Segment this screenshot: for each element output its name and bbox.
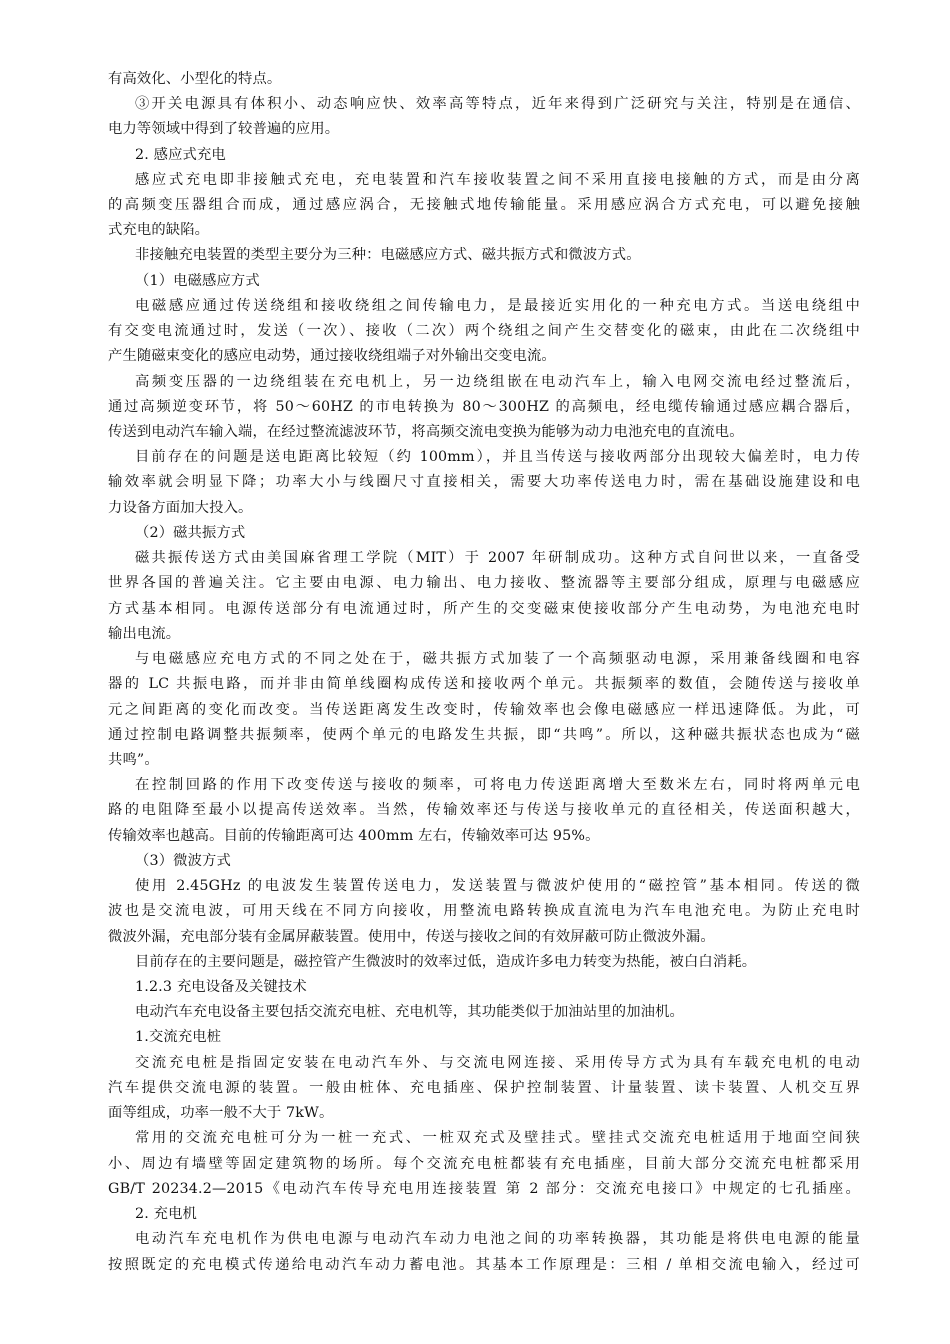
text-line: 按照既定的充电模式传递给电动汽车动力蓄电池。其基本工作原理是：三相 / 单相交流电输入，经过可	[108, 1257, 860, 1273]
text-line: 目前存在的主要问题是，磁控管产生微波时的效率过低，造成许多电力转变为热能，被白白消耗。	[135, 954, 757, 970]
text-line: 与电磁感应充电方式的不同之处在于，磁共振方式加装了一个高频驱动电源，采用兼备线圈和电容	[135, 651, 860, 667]
text-line: 传输效率也越高。目前的传输距离可达 400mm 左右，传输效率可达 95%。	[108, 828, 600, 844]
text-line: 世界各国的普遍关注。它主要由电源、电力输出、电力接收、整流器等主要部分组成，原理与电磁感应	[108, 575, 860, 591]
section-heading: 2. 感应式充电	[135, 147, 226, 163]
text-line: 电动汽车充电机作为供电电源与电动汽车动力电池之间的功率转换器，其功能是将供电电源的能量	[135, 1231, 860, 1247]
text-line: 高频变压器的一边绕组装在充电机上，另一边绕组嵌在电动汽车上，输入电网交流电经过整流后，	[135, 374, 860, 390]
text-line: 式充电的缺陷。	[108, 222, 210, 238]
text-line: 力设备方面加大投入。	[108, 500, 253, 516]
text-line: 通过控制电路调整共振频率，使两个单元的电路发生共振，即“共鸣”。所以，这种磁共振状态也成为“磁	[108, 727, 860, 743]
text-line: 使用 2.45GHz 的电波发生装置传送电力，发送装置与微波炉使用的“磁控管”基本相同。传送的微	[135, 878, 860, 894]
text-line: 目前存在的问题是送电距离比较短（约 100mm），并且当传送与接收两部分出现较大偏差时，电力传	[135, 449, 860, 465]
section-heading: 1.2.3 充电设备及关键技术	[135, 979, 307, 995]
text-line: 路的电阻降至最小以提高传送效率。当然，传输效率还与传送与接收单元的直径相关，传送面积越大，	[108, 802, 860, 818]
text-line: 产生随磁束变化的感应电动势，通过接收绕组端子对外输出交变电流。	[108, 348, 556, 364]
text-line: ③开关电源具有体积小、动态响应快、效率高等特点，近年来得到广泛研究与关注，特别是在通信、	[135, 96, 860, 112]
text-line: 常用的交流充电桩可分为一桩一充式、一桩双充式及壁挂式。壁挂式交流充电桩适用于地面空间狭	[135, 1130, 860, 1146]
text-line: 微波外漏，充电部分装有金属屏蔽装置。使用中，传送与接收之间的有效屏蔽可防止微波外漏。	[108, 929, 715, 945]
text-line: 方式基本相同。电源传送部分有电流通过时，所产生的交变磁束使接收部分产生电动势，为电池充电时	[108, 601, 860, 617]
text-line: 通过高频逆变环节，将 50～60HZ 的市电转换为 80～300HZ 的高频电，经电缆传输通过感应耦合器后，	[108, 399, 860, 415]
text-line: 在控制回路的作用下改变传送与接收的频率，可将电力传送距离增大至数米左右，同时将两单元电	[135, 777, 860, 793]
text-line: 输效率就会明显下降；功率大小与线圈尺寸直接相关，需要大功率传送电力时，需在基础设施建设和电	[108, 474, 860, 490]
text-line: 非接触充电装置的类型主要分为三种：电磁感应方式、磁共振方式和微波方式。	[135, 247, 641, 263]
text-line: 有高效化、小型化的特点。	[108, 71, 282, 87]
text-line: 电动汽车充电设备主要包括交流充电桩、充电机等，其功能类似于加油站里的加油机。	[135, 1004, 684, 1020]
text-line: 传送到电动汽车输入端，在经过整流滤波环节，将高频交流电变换为能够为动力电池充电的直流电。	[108, 424, 744, 440]
text-line: 磁共振传送方式由美国麻省理工学院（MIT）于 2007 年研制成功。这种方式自问世以来，一直备受	[135, 550, 860, 566]
text-line: 输出电流。	[108, 626, 181, 642]
text-line: 元之间距离的变化而改变。当传送距离发生改变时，传输效率也会像电磁感应一样迅速降低。为此，可	[108, 702, 860, 718]
text-line: GB/T 20234.2—2015《电动汽车传导充电用连接装置 第 2 部分：交流充电接口》中规定的七孔插座。	[108, 1181, 860, 1197]
subsection-heading: （2）磁共振方式	[135, 525, 246, 541]
text-line: 有交变电流通过时，发送（一次）、接收（二次）两个绕组之间产生交替变化的磁束，由此在二次绕组中	[108, 323, 860, 339]
text-line: 交流充电桩是指固定安装在电动汽车外、与交流电网连接、采用传导方式为具有车载充电机的电动	[135, 1055, 860, 1071]
subsection-heading: （1）电磁感应方式	[135, 273, 260, 289]
text-line: 感应式充电即非接触式充电，充电装置和汽车接收装置之间不采用直接电接触的方式，而是由分离	[135, 172, 860, 188]
text-line: 电磁感应通过传送绕组和接收绕组之间传输电力，是最接近实用化的一种充电方式。当送电绕组中	[135, 298, 860, 314]
text-line: 面等组成，功率一般不大于 7kW。	[108, 1105, 334, 1121]
section-heading: 2. 充电机	[135, 1206, 197, 1222]
section-heading: 1.交流充电桩	[135, 1029, 222, 1045]
text-line: 共鸣”。	[108, 752, 159, 768]
text-line: 小、周边有墙壁等固定建筑物的场所。每个交流充电桩都装有充电插座，目前大部分交流充电桩都采用	[108, 1156, 860, 1172]
text-line: 器的 LC 共振电路，而并非由简单线圈构成传送和接收两个单元。共振频率的数值，会随传送与接收单	[108, 676, 860, 692]
text-line: 汽车提供交流电源的装置。一般由桩体、充电插座、保护控制装置、计量装置、读卡装置、人机交互界	[108, 1080, 860, 1096]
text-line: 的高频变压器组合而成，通过感应涡合，无接触式地传输能量。采用感应涡合方式充电，可以避免接触	[108, 197, 860, 213]
text-line: 电力等领域中得到了较普遍的应用。	[108, 121, 340, 137]
text-line: 波也是交流电波，可用天线在不同方向接收，用整流电路转换成直流电为汽车电池充电。为防止充电时	[108, 903, 860, 919]
subsection-heading: （3）微波方式	[135, 853, 231, 869]
